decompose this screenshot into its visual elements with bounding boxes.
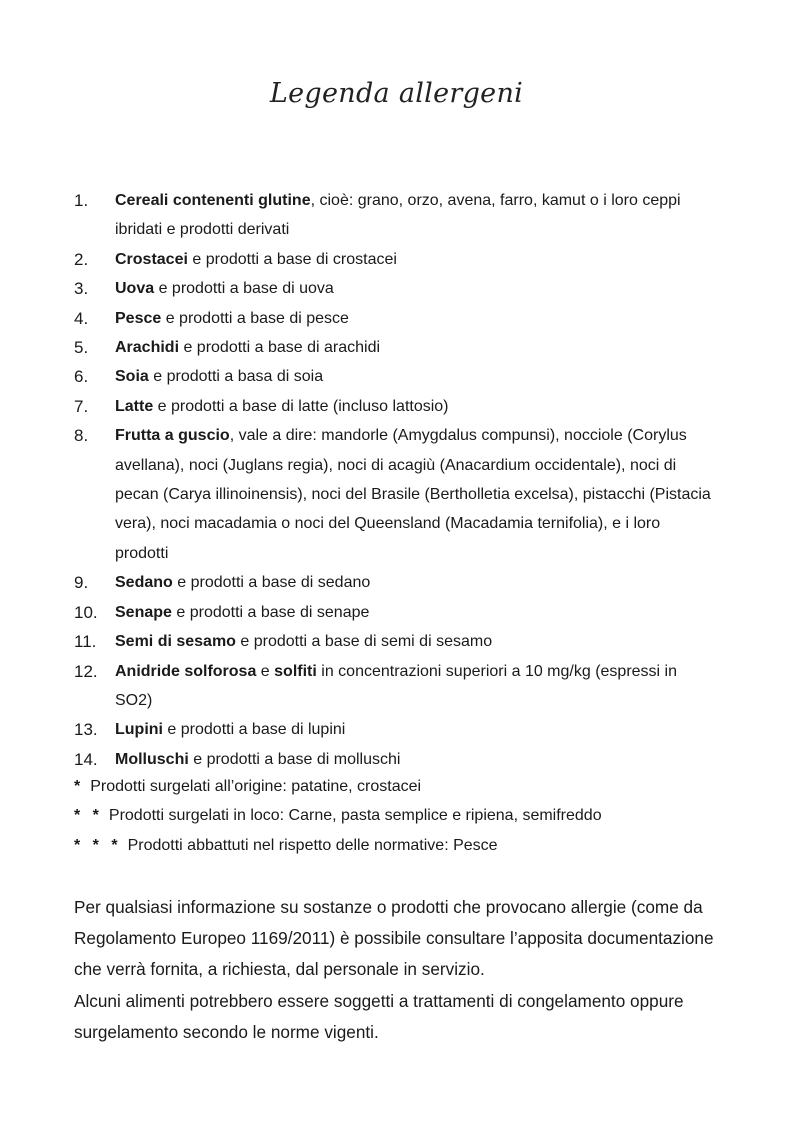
allergen-description: e prodotti a base di sedano — [172, 574, 371, 592]
note-stars: * * * — [74, 836, 122, 854]
allergen-description: e prodotti a base di lupini — [162, 721, 346, 739]
allergen-item — [74, 333, 714, 362]
item-number: 7. — [74, 396, 89, 416]
allergen-name: Latte — [115, 397, 154, 415]
allergen-description: e prodotti a base di senape — [171, 603, 370, 621]
info-paragraph: Per qualsiasi informazione su sostanze o prodotti che provocano allergie (come da Regolamento Europeo 1169/2011) è possibile consultare l’apposita documentazione che verrà fornita, a richiesta, dal personale in servizio. — [74, 897, 714, 980]
allergen-description: e prodotti a base di uova — [154, 280, 334, 298]
item-body — [115, 598, 714, 627]
allergen-description: e prodotti a base di latte (incluso lattosio) — [153, 397, 449, 415]
allergen-name: Pesce — [115, 309, 162, 327]
item-body — [115, 362, 714, 391]
item-number: 8. — [74, 426, 89, 446]
allergen-description: , cioè: grano, orzo, avena, farro, kamut o i loro ceppi ibridati e prodotti derivati — [115, 192, 681, 239]
item-number: 5. — [74, 338, 89, 358]
note-line — [74, 772, 714, 801]
item-number: 1. — [74, 191, 89, 210]
note-line — [74, 831, 714, 860]
allergen-name: Anidride solforosa — [115, 662, 257, 680]
item-body — [115, 568, 714, 597]
allergen-item — [74, 745, 714, 774]
note-stars: * * — [74, 807, 103, 825]
item-body — [115, 715, 714, 744]
item-body — [115, 245, 714, 274]
item-number: 11. — [74, 632, 97, 652]
allergen-name: Semi di sesamo — [115, 633, 236, 651]
allergen-name: Uova — [115, 280, 155, 298]
allergen-name: Sedano — [115, 574, 173, 592]
item-body — [115, 186, 714, 245]
page-title: Legenda allergeni — [269, 78, 524, 109]
item-body — [115, 274, 714, 303]
note-stars: * — [74, 778, 85, 795]
item-body — [115, 745, 714, 774]
allergen-name: Cereali contenenti glutine — [115, 192, 311, 209]
allergen-item — [74, 392, 714, 421]
item-body — [115, 627, 714, 656]
allergen-item — [74, 421, 714, 568]
allergen-description: in concentrazioni superiori a 10 mg/kg (espressi in SO2) — [115, 662, 677, 709]
allergen-item — [74, 715, 714, 744]
item-number: 13. — [74, 720, 98, 740]
allergen-name: Crostacei — [115, 250, 188, 268]
item-number: 6. — [74, 367, 89, 387]
allergen-description: , vale a dire: mandorle (Amygdalus compunsi), nocciole (Corylus avellana), noci (Juglans regia), noci di acagiù (Anacardium occidentale), noci di pecan (Carya illinoinensis), noci del Brasile (Bertholletia excelsa), pistacchi (Pistacia vera), noci macadamia o noci del Queensland (Macadamia ternifolia), e i loro prodotti — [115, 427, 711, 562]
item-number: 14. — [74, 749, 98, 769]
allergen-item — [74, 598, 714, 627]
item-body — [115, 421, 714, 568]
note-text: Prodotti abbattuti nel rispetto delle normative: Pesce — [127, 836, 498, 854]
allergen-list — [74, 186, 714, 774]
item-number: 3. — [74, 279, 89, 299]
item-body — [115, 392, 714, 421]
storage-notes — [74, 772, 714, 860]
allergen-item — [74, 304, 714, 333]
allergen-connector: e — [256, 662, 275, 680]
allergen-item — [74, 186, 714, 245]
note-line — [74, 801, 714, 830]
item-number: 2. — [74, 249, 89, 269]
allergen-name: Senape — [115, 603, 172, 621]
allergen-item — [74, 362, 714, 391]
item-body — [115, 333, 714, 362]
allergen-description: e prodotti a basa di soia — [148, 368, 324, 386]
item-body — [115, 304, 714, 333]
allergen-description: e prodotti a base di arachidi — [179, 339, 381, 357]
item-body — [115, 657, 714, 716]
allergen-description: e prodotti a base di crostacei — [187, 250, 397, 268]
allergen-name: Lupini — [115, 721, 163, 739]
item-number: 10. — [74, 602, 98, 622]
allergen-description: e prodotti a base di pesce — [161, 309, 349, 327]
allergen-description: e prodotti a base di molluschi — [188, 750, 401, 768]
allergen-item — [74, 657, 714, 716]
note-text: Prodotti surgelati in loco: Carne, pasta semplice e ripiena, semifreddo — [108, 807, 602, 825]
allergen-description: e prodotti a base di semi di sesamo — [235, 633, 493, 651]
allergen-item — [74, 245, 714, 274]
allergen-name-secondary: solfiti — [274, 662, 317, 680]
info-paragraph: Alcuni alimenti potrebbero essere soggetti a trattamenti di congelamento oppure surgelamento secondo le norme vigenti. — [74, 990, 684, 1042]
item-number: 4. — [74, 308, 89, 328]
item-number: 9. — [74, 573, 89, 593]
allergen-name: Frutta a guscio — [115, 427, 230, 445]
allergen-name: Arachidi — [115, 339, 180, 357]
allergen-item — [74, 568, 714, 597]
note-text: Prodotti surgelati all’origine: patatine, crostacei — [90, 778, 422, 795]
info-section — [74, 892, 722, 1048]
allergen-item — [74, 627, 714, 656]
allergen-name: Soia — [115, 368, 149, 386]
allergen-name: Molluschi — [115, 750, 189, 768]
allergen-item — [74, 274, 714, 303]
item-number: 12. — [74, 661, 98, 681]
